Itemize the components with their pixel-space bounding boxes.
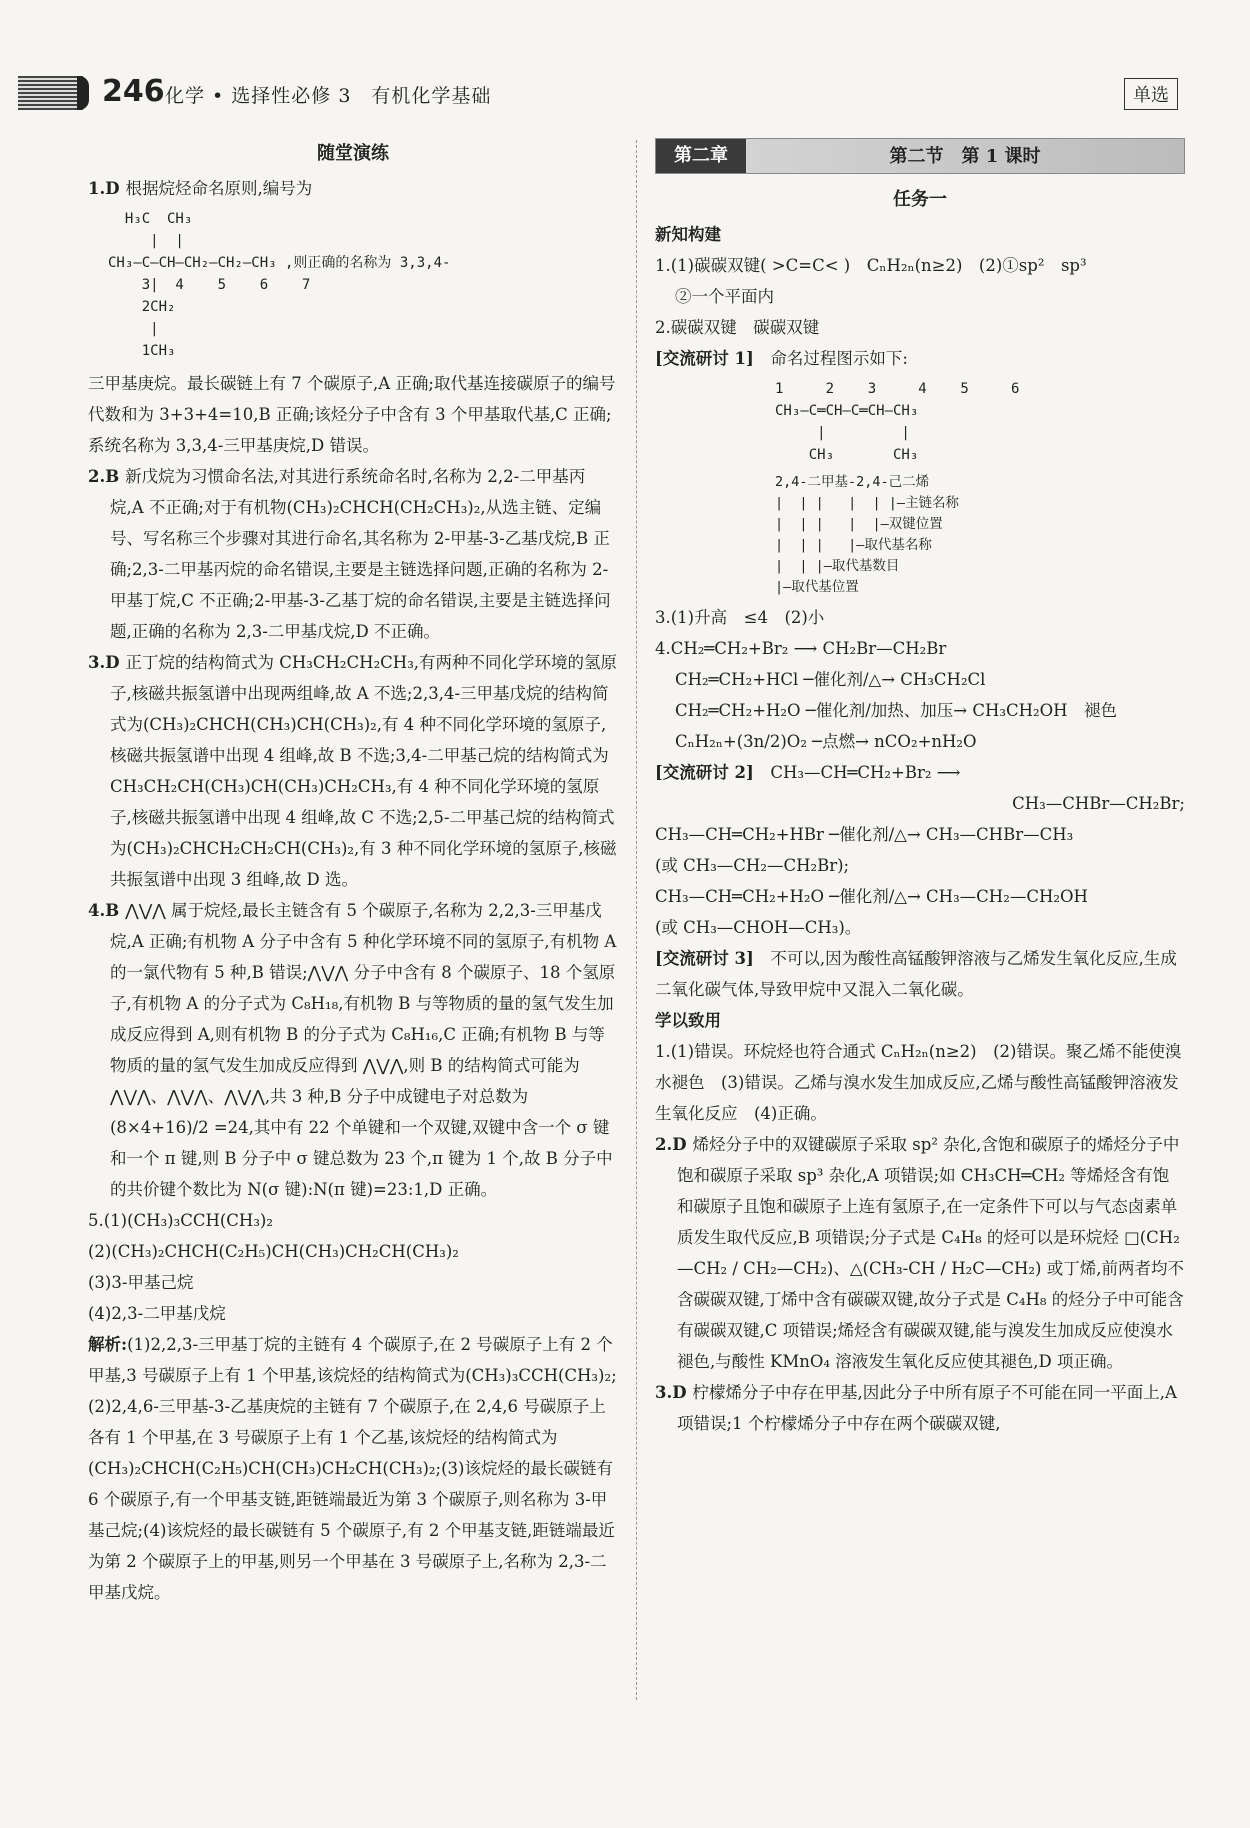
reaction-line: CH₂═CH₂+H₂O ─催化剂/加热、加压→ CH₃CH₂OH 褪色 xyxy=(675,701,1118,720)
answer-4 xyxy=(88,895,618,1205)
answer-5-line: (3)3-甲基己烷 xyxy=(88,1273,194,1292)
answer-number: 3.D xyxy=(655,1383,687,1402)
reaction-line: 4.CH₂═CH₂+Br₂ ⟶ CH₂Br—CH₂Br xyxy=(655,639,947,658)
answer-text: 柠檬烯分子中存在甲基,因此分子中所有原子不可能在同一平面上,A 项错误;1 个柠檬烯分子中存在两个碳碳双键, xyxy=(677,1383,1177,1433)
discussion-1 xyxy=(655,343,1185,374)
diene-formula: 1 2 3 4 5 6 CH₃—C═CH—C═CH—CH₃ | | CH₃ CH₃ xyxy=(775,381,1020,463)
reaction-line: CₙH₂ₙ+(3n/2)O₂ ─点燃→ nCO₂+nH₂O xyxy=(675,732,977,751)
discussion-label: [交流研讨 3] xyxy=(655,949,754,968)
naming-tree: 2,4-二甲基-2,4-己二烯 | | | | | |—主链名称 | | | | |—双键位置 | | | |—取代基名称 | | |—取代基数目 |—取代基位置 xyxy=(775,474,960,595)
left-column xyxy=(88,138,618,1608)
discussion-label: [交流研讨 1] xyxy=(655,349,754,368)
discussion-label: [交流研讨 2] xyxy=(655,763,754,782)
apply-answer-2 xyxy=(655,1129,1185,1377)
reaction-line: (或 CH₃—CHOH—CH₃)。 xyxy=(655,918,862,937)
answer-1 xyxy=(88,173,618,204)
section-label: 第二节 第 1 课时 xyxy=(889,145,1041,167)
task-title: 任务一 xyxy=(893,189,947,210)
section-title: 随堂演练 xyxy=(317,143,389,164)
chapter-label: 第二章 xyxy=(656,139,746,173)
column-divider xyxy=(636,140,637,1700)
analysis-label: 解析: xyxy=(88,1335,128,1354)
subhead-new-knowledge: 新知构建 xyxy=(655,225,721,244)
analysis-text: (1)2,2,3-三甲基丁烷的主链有 4 个碳原子,在 2 号碳原子上有 2 个甲基,3 号碳原子上有 1 个甲基,该烷烃的结构简式为(CH₃)₃CCH(CH₃)₂;(2)2,4,6-三甲基-3-乙基庚烷的主链有 7 个碳原子,在 2,4,6 号碳原子上各有 1 个甲基,在 3 号碳原子上有 1 个乙基,该烷烃的结构简式为(CH₃)₂CHCH(C₂H₅)CH(CH₃)CH₂CH(CH₃)₂;(3)该烷烃的最长碳链有 6 个碳原子,有一个甲基支链,距链端最近为第 3 个碳原子,则名称为 3-甲基己烷;(4)该烷烃的最长碳链有 5 个碳原子,有 2 个甲基支链,距链端最近为第 2 个碳原子上的甲基,则另一个甲基在 3 号碳原子上,名称为 2,3-二甲基戊烷。 xyxy=(88,1335,617,1602)
answer-number: 4.B xyxy=(88,901,120,920)
chapter-bar xyxy=(655,138,1185,174)
book-title: 化学 • 选择性必修 3 有机化学基础 xyxy=(165,85,492,107)
answer-text: ⋀⋁⋀ 属于烷烃,最长主链含有 5 个碳原子,名称为 2,2,3-三甲基戊烷,A 正确;有机物 A 分子中含有 5 种化学环境不同的氢原子,有机物 A 的一氯代物有 5 种,B 错误;⋀⋁⋀ 分子中含有 8 个碳原子、18 个氢原子,有机物 A 的分子式为 C₈H₁₈,有机物 B 与等物质的量的氢气发生加成反应得到 A,则有机物 B 的分子式为 C₈H₁₆,C 正确;有机物 B 与等物质的量的氢气发生加成反应得到 ⋀⋁⋀,则 B 的结构简式可能为 ⋀⋁⋀、⋀⋁⋀、⋀⋁⋀,共 3 种,B 分子中成键电子对总数为 (8×4+16)/2 =24,其中有 22 个单键和一个双键,双键中含一个 σ 键和一个 π 键,则 B 分子中 σ 键总数为 23 个,π 键为 1 个,故 B 分子中的共价键个数比为 N(σ 键):N(π 键)=23:1,D 正确。 xyxy=(110,901,617,1199)
header-decoration xyxy=(18,76,83,110)
answer-text: 正丁烷的结构简式为 CH₃CH₂CH₂CH₃,有两种不同化学环境的氢原子,核磁共振氢谱中出现两组峰,故 A 不选;2,3,4-三甲基戊烷的结构简式为(CH₃)₂CHCH(CH₃)CH(CH₃)₂,有 4 种不同化学环境的氢原子,核磁共振氢谱中出现 4 组峰,故 B 不选;3,4-二甲基己烷的结构简式为 CH₃CH₂CH(CH₃)CH(CH₃)CH₂CH₃,有 4 种不同化学环境的氢原子,核磁共振氢谱中出现 4 组峰,故 C 不选;2,5-二甲基己烷的结构简式为(CH₃)₂CHCH₂CH₂CH(CH₃)₂,有 3 种不同化学环境的氢原子,核磁共振氢谱中出现 3 组峰,故 D 选。 xyxy=(110,653,618,889)
reaction-line: (或 CH₃—CH₂—CH₂Br); xyxy=(655,856,850,875)
answer-text: 新戊烷为习惯命名法,对其进行系统命名时,名称为 2,2-二甲基丙烷,A 不正确;对于有机物(CH₃)₂CHCH(CH₂CH₃)₂,从选主链、定编号、写名称三个步骤对其进行命名,其名称为 2-甲基-3-乙基戊烷,B 正确;2,3-二甲基丙烷的命名错误,主要是主链选择问题,正确的名称为 2-甲基丁烷,C 不正确;2-甲基-3-乙基丁烷的命名错误,主要是主链选择问题,正确的名称为 2,3-二甲基戊烷,D 不正确。 xyxy=(110,467,611,641)
page-number: 246 xyxy=(102,74,165,109)
reaction-line: CH₂═CH₂+HCl ─催化剂/△→ CH₃CH₂Cl xyxy=(675,670,986,689)
discussion-2 xyxy=(655,757,1185,788)
reaction-line: CH₃—CH═CH₂+HBr ─催化剂/△→ CH₃—CHBr—CH₃ xyxy=(655,825,1074,844)
answer-5-line: 5.(1)(CH₃)₃CCH(CH₃)₂ xyxy=(88,1211,273,1230)
answer-number: 3.D xyxy=(88,653,120,672)
answer-text: 根据烷烃命名原则,编号为 xyxy=(125,179,313,198)
answer-number: 2.B xyxy=(88,467,120,486)
answer-1-continued: 三甲基庚烷。最长碳链上有 7 个碳原子,A 正确;取代基连接碳原子的编号代数和为 3+3+4=10,B 正确;该烃分子中含有 3 个甲基取代基,C 正确;系统名称为 3,3,4-三甲基庚烷,D 错误。 xyxy=(88,374,616,455)
page-header xyxy=(0,66,1250,126)
discussion-text: 不可以,因为酸性高锰酸钾溶液与乙烯发生氧化反应,生成二氧化碳气体,导致甲烷中又混入二氧化碳。 xyxy=(655,949,1177,999)
answer-number: 2.D xyxy=(655,1135,687,1154)
reaction-line: CH₃—CHBr—CH₂Br; xyxy=(1012,794,1185,813)
answer-2 xyxy=(88,461,618,647)
answer-r3: 3.(1)升高 ≤4 (2)小 xyxy=(655,608,825,627)
answer-r1: 1.(1)碳碳双键( >C=C< ) CₙH₂ₙ(n≥2) (2)①sp² sp³ xyxy=(655,256,1087,275)
reaction-line: CH₃—CH═CH₂+H₂O ─催化剂/△→ CH₃—CH₂—CH₂OH xyxy=(655,887,1088,906)
structure-formula: H₃C CH₃ | | CH₃—C—CH—CH₂—CH₂—CH₃ ,则正确的名称为 3,3,4- 3| 4 5 6 7 2CH₂ | 1CH₃ xyxy=(108,211,451,359)
answer-5-line: (4)2,3-二甲基戊烷 xyxy=(88,1304,226,1323)
right-column xyxy=(655,138,1185,1439)
discussion-3 xyxy=(655,943,1185,1005)
apply-answer-3 xyxy=(655,1377,1185,1439)
edition-tag: 单选 xyxy=(1124,78,1178,110)
apply-answer-1: 1.(1)错误。环烷烃也符合通式 CₙH₂ₙ(n≥2) (2)错误。聚乙烯不能使溴水褪色 (3)错误。乙烯与溴水发生加成反应,乙烯与酸性高锰酸钾溶液发生氧化反应 (4)正确。 xyxy=(655,1042,1182,1123)
answer-r1b: ②一个平面内 xyxy=(675,287,774,306)
answer-3 xyxy=(88,647,618,895)
answer-number: 1.D xyxy=(88,179,120,198)
answer-r2: 2.碳碳双键 碳碳双键 xyxy=(655,318,820,337)
discussion-text: CH₃—CH═CH₂+Br₂ ⟶ xyxy=(770,763,961,782)
discussion-text: 命名过程图示如下: xyxy=(770,349,908,368)
answer-5-line: (2)(CH₃)₂CHCH(C₂H₅)CH(CH₃)CH₂CH(CH₃)₂ xyxy=(88,1242,459,1261)
answer-text: 烯烃分子中的双键碳原子采取 sp² 杂化,含饱和碳原子的烯烃分子中饱和碳原子采取 sp³ 杂化,A 项错误;如 CH₃CH═CH₂ 等烯烃含有饱和碳原子且饱和碳原子上连有氢原子,在一定条件下可以与气态卤素单质发生取代反应,B 项错误;分子式是 C₄H₈ 的烃可以是环烷烃 □(CH₂—CH₂ / CH₂—CH₂)、△(CH₃-CH / H₂C—CH₂) 或丁烯,前两者均不含碳碳双键,丁烯中含有碳碳双键,故分子式是 C₄H₈ 的烃分子中可能含有碳碳双键,C 项错误;烯烃含有碳碳双键,能与溴发生加成反应使溴水褪色,与酸性 KMnO₄ 溶液发生氧化反应使其褪色,D 项正确。 xyxy=(677,1135,1184,1371)
analysis xyxy=(88,1329,618,1608)
subhead-apply: 学以致用 xyxy=(655,1011,721,1030)
